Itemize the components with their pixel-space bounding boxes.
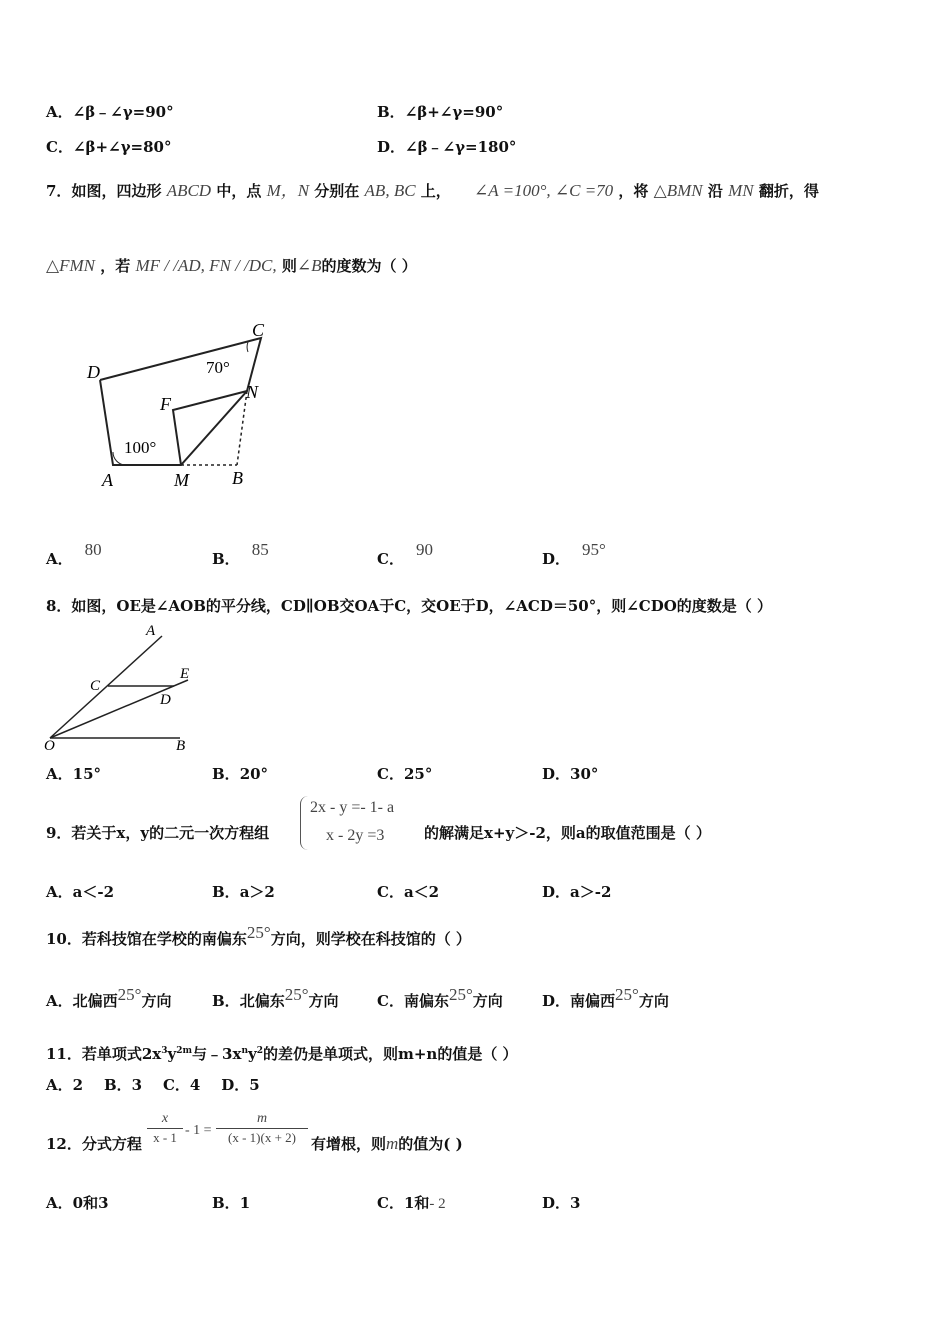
q11-stem: 11．若单项式$2x^3y^{2m}$与$﹣3x^ny^2$的差仍是单项式，则m+n的值是（ ）: [46, 1045, 518, 1063]
q9-option-c: C．a＜2: [377, 883, 440, 901]
q9-option-d: D．a＞-2: [542, 883, 612, 901]
label-a: A: [146, 623, 156, 639]
label-m: M: [174, 470, 189, 490]
label-d: D: [87, 362, 100, 382]
equation-1: 2x - y =- 1- a: [310, 799, 395, 816]
q9-stem-prefix: 9．若关于x，y的二元一次方程组: [46, 824, 270, 842]
angle-100: 100°: [124, 438, 157, 457]
q7-option-b: B． 85: [212, 540, 269, 568]
q8-stem: 8．如图，OE是∠AOB的平分线，CD∥OB交OA于C，交OE于D，∠ACD＝50°，则∠CDO的度数是（ ）: [46, 597, 773, 615]
angle-70: 70°: [206, 358, 230, 377]
label-b: B: [232, 468, 243, 488]
q10-option-b: B．北偏东25°方向: [212, 985, 339, 1010]
label-o: O: [44, 738, 55, 754]
q9-option-b: B．a＞2: [212, 883, 275, 901]
q8-option-b: B．20°: [212, 765, 269, 783]
q9-option-a: A．a＜-2: [46, 883, 115, 901]
q11-options: A．2 B．3 C．4 D．5: [46, 1076, 260, 1094]
brace: [300, 796, 309, 850]
q8-option-d: D．30°: [542, 765, 599, 783]
label-d: D: [160, 692, 171, 708]
q7-stem-line1: 7．如图，四边形 ABCD 中，点 M，N 分别在 AB, BC 上， ∠A =100°, ∠C =70 ，将 △BMN 沿 MN 翻折，得: [46, 181, 819, 200]
q10-stem: 10．若科技馆在学校的南偏东25°方向，则学校在科技馆的（ ）: [46, 923, 471, 948]
label-n: N: [246, 382, 259, 402]
q6-option-d: D．∠β﹣∠γ=180°: [377, 138, 517, 156]
q12-fraction-1: x x - 1: [147, 1111, 183, 1146]
q12-option-b: B．1: [212, 1194, 251, 1212]
q8-option-a: A．15°: [46, 765, 102, 783]
label-c: C: [90, 678, 101, 694]
q10-option-d: D．南偏西25°方向: [542, 985, 669, 1010]
label-b: B: [176, 738, 186, 754]
q6-option-b: B．∠β+∠γ=90°: [377, 103, 504, 121]
q12-middle: - 1 =: [185, 1123, 212, 1138]
q10-option-a: A．北偏西25°方向: [46, 985, 172, 1010]
q9-equation-system: [300, 796, 440, 852]
q12-stem-prefix: 12．分式方程: [46, 1135, 142, 1153]
q8-option-c: C．25°: [377, 765, 433, 783]
equation-2: x - 2y =3: [326, 827, 385, 844]
q10-option-c: C．南偏东25°方向: [377, 985, 503, 1010]
q7-option-c: C． 90: [377, 540, 433, 568]
q7-option-d: D． 95°: [542, 540, 606, 568]
q12-stem-suffix: 有增根，则m的值为( ): [311, 1134, 463, 1153]
label-f: F: [160, 394, 171, 414]
q7-figure: [80, 318, 290, 493]
q9-stem-suffix: 的解满足x+y＞-2，则a的取值范围是（ ）: [424, 824, 711, 842]
q12-option-c: C．1和- 2: [377, 1194, 446, 1212]
q8-figure: [40, 620, 210, 755]
q12-fraction-2: m (x - 1)(x + 2): [216, 1111, 308, 1146]
q7-option-a: A． 80: [46, 540, 102, 568]
q12-option-d: D．3: [542, 1194, 581, 1212]
q7-stem-line2: △FMN ，若 MF / /AD, FN / /DC, 则∠B的度数为（ ）: [46, 256, 417, 275]
label-a: A: [102, 470, 113, 490]
q6-option-a: A．∠β﹣∠γ=90°: [46, 103, 174, 121]
label-e: E: [180, 666, 190, 682]
label-c: C: [252, 320, 265, 340]
q6-option-c: C．∠β+∠γ=80°: [46, 138, 172, 156]
q12-option-a: A．0和3: [46, 1194, 109, 1212]
